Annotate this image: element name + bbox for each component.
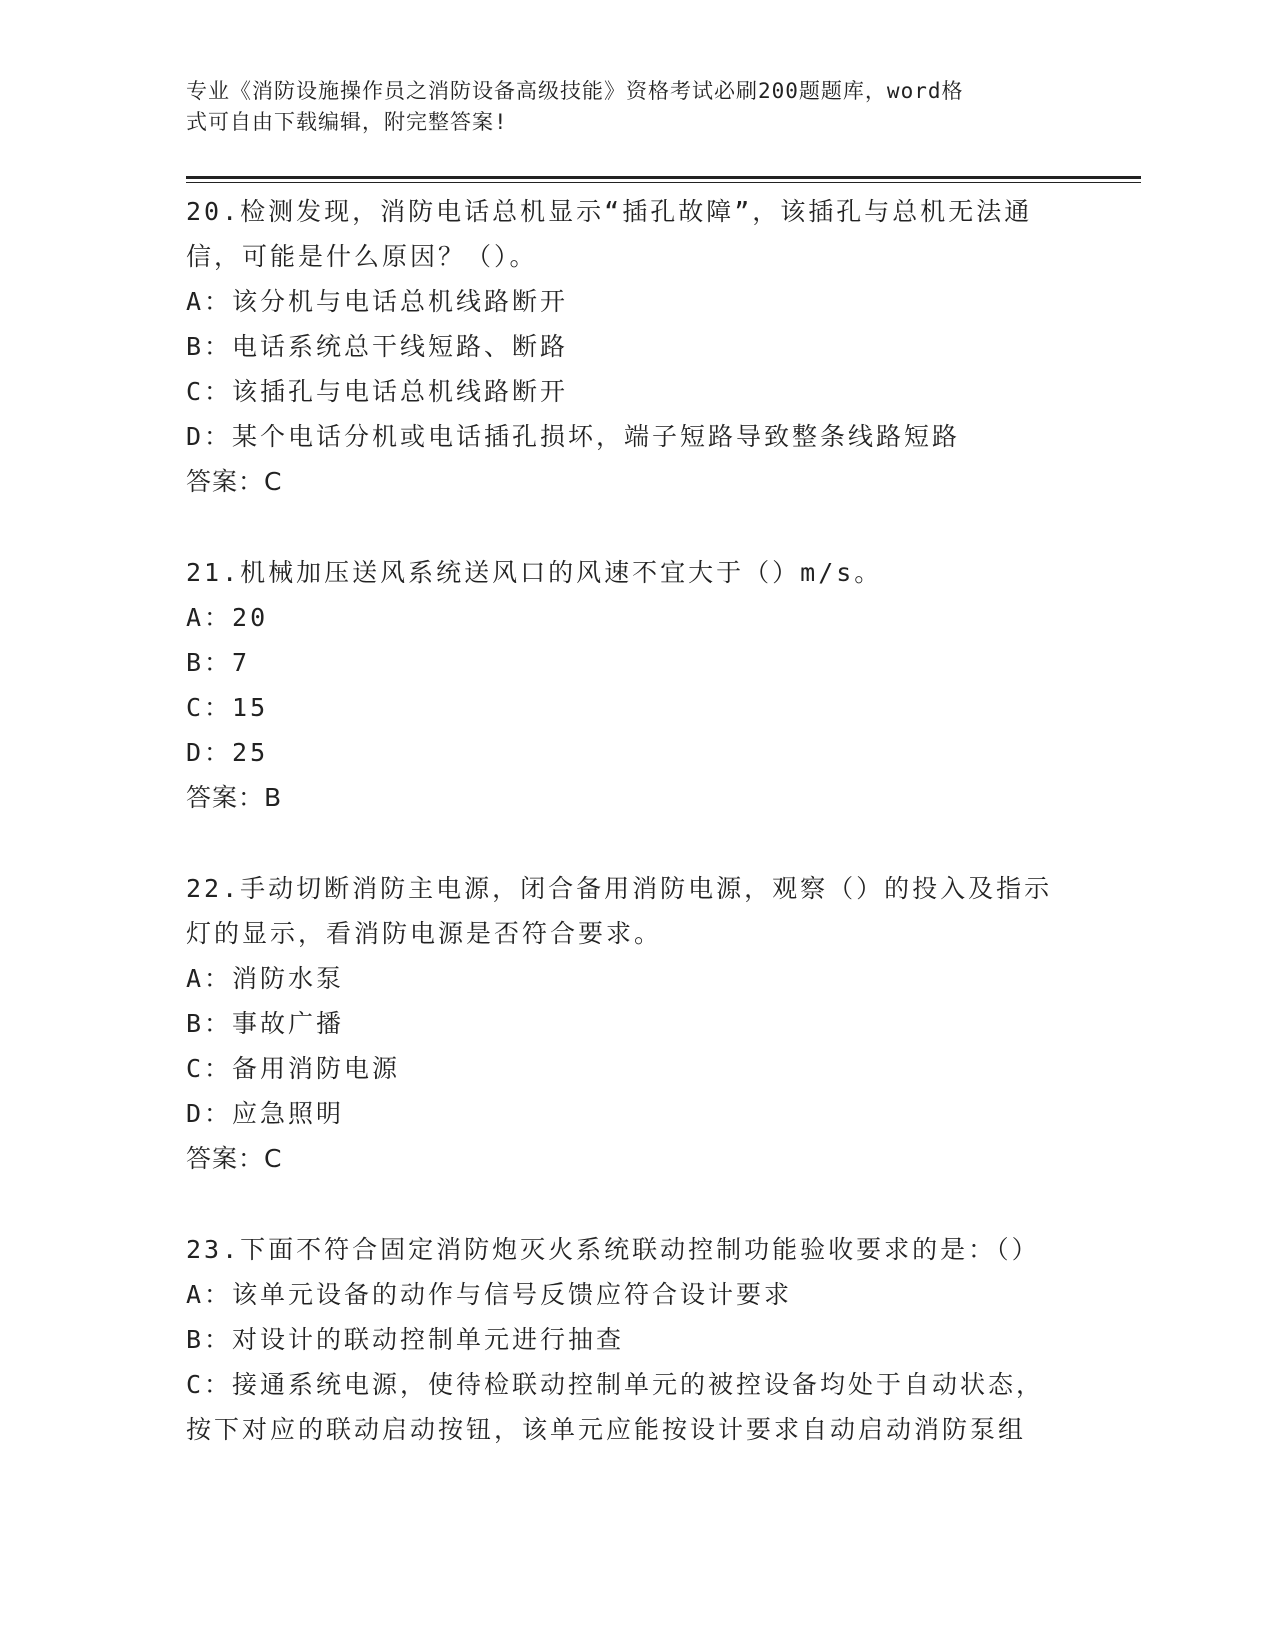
- option-a: A：该分机与电话总机线路断开: [186, 287, 569, 316]
- option-d: D：25: [186, 738, 269, 767]
- option-c: C：接通系统电源，使待检联动控制单元的被控设备均处于自动状态，: [186, 1370, 1045, 1399]
- answer: 答案：B: [186, 783, 283, 812]
- question-text-line: 22.手动切断消防主电源，闭合备用消防电源，观察（）的投入及指示: [186, 874, 1053, 903]
- question-23: [186, 1227, 1086, 1452]
- option-c: C：备用消防电源: [186, 1054, 401, 1083]
- option-b: B：7: [186, 648, 251, 677]
- question-22: [186, 866, 1086, 1181]
- question-21: [186, 550, 1086, 820]
- answer: 答案：C: [186, 467, 283, 496]
- option-c: C：15: [186, 693, 269, 722]
- question-text-line: 20.检测发现，消防电话总机显示“插孔故障”，该插孔与总机无法通: [186, 197, 1033, 226]
- option-d: D：某个电话分机或电话插孔损坏，端子短路导致整条线路短路: [186, 422, 961, 451]
- option-c-continued: 按下对应的联动启动按钮，该单元应能按设计要求自动启动消防泵组: [186, 1415, 1027, 1444]
- header-line-1: 专业《消防设施操作员之消防设备高级技能》资格考试必刷200题题库，word格: [186, 79, 964, 103]
- header-divider-thick: [186, 176, 1141, 179]
- question-text-line: 21.机械加压送风系统送风口的风速不宜大于（）m/s。: [186, 558, 883, 587]
- header-divider-thin: [186, 182, 1141, 183]
- option-c: C：该插孔与电话总机线路断开: [186, 377, 569, 406]
- spacer: [186, 1181, 1086, 1227]
- question-20: [186, 189, 1086, 504]
- option-a: A：消防水泵: [186, 964, 345, 993]
- question-text-line: 灯的显示，看消防电源是否符合要求。: [186, 919, 663, 948]
- answer: 答案：C: [186, 1144, 283, 1173]
- question-text-line: 信，可能是什么原因？（）。: [186, 242, 538, 271]
- option-a: A：该单元设备的动作与信号反馈应符合设计要求: [186, 1280, 793, 1309]
- option-b: B：电话系统总干线短路、断路: [186, 332, 569, 361]
- header-line-2: 式可自由下载编辑，附完整答案!: [186, 110, 508, 134]
- option-d: D：应急照明: [186, 1099, 345, 1128]
- option-b: B：对设计的联动控制单元进行抽查: [186, 1325, 625, 1354]
- spacer: [186, 820, 1086, 866]
- document-header: [186, 76, 1066, 138]
- question-list: [186, 189, 1086, 1452]
- option-a: A：20: [186, 603, 269, 632]
- spacer: [186, 504, 1086, 550]
- option-b: B：事故广播: [186, 1009, 345, 1038]
- question-text-line: 23.下面不符合固定消防炮灭火系统联动控制功能验收要求的是：（）: [186, 1235, 1040, 1264]
